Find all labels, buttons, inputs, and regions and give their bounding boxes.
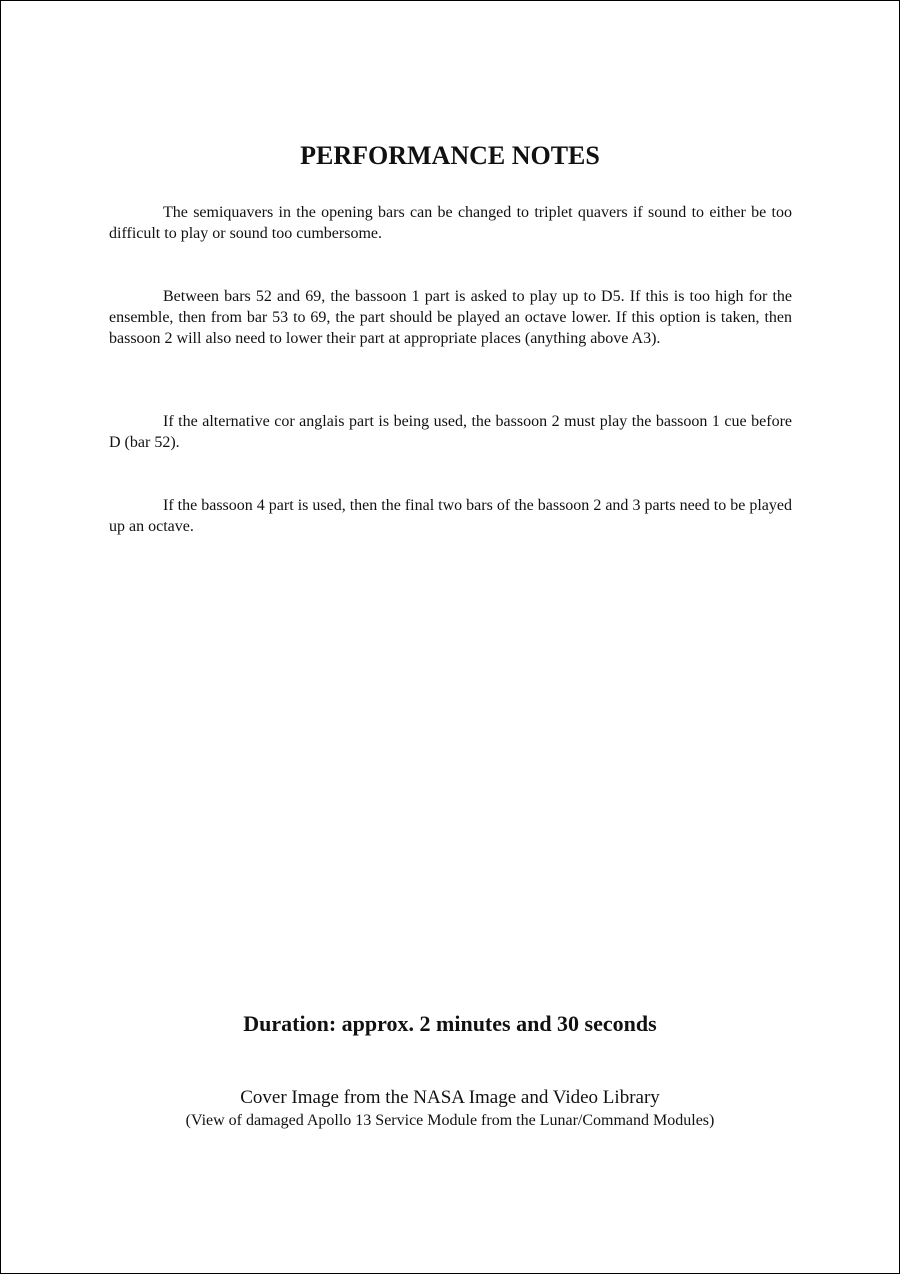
duration-text: Duration: approx. 2 minutes and 30 seconds xyxy=(243,1011,657,1036)
cover-image-credit: Cover Image from the NASA Image and Video Library xyxy=(240,1087,660,1108)
note-paragraph-cor-anglais: If the alternative cor anglais part is being used, the bassoon 2 must play the bassoon 1 cue before D (bar 52). xyxy=(109,413,792,451)
page-title: PERFORMANCE NOTES xyxy=(300,141,600,170)
note-paragraph-semiquavers: The semiquavers in the opening bars can be changed to triplet quavers if sound to either be too difficult to play or sound too cumbersome. xyxy=(109,204,792,242)
note-paragraph-bassoon-4: If the bassoon 4 part is used, then the final two bars of the bassoon 2 and 3 parts need to be played up an octave. xyxy=(109,497,792,535)
note-paragraph-bassoon-range: Between bars 52 and 69, the bassoon 1 part is asked to play up to D5. If this is too high for the ensemble, then from bar 53 to 69, the part should be played an octave lower. If this option is taken, then bassoon 2 will also need to lower their part at appropriate places (anything above A3). xyxy=(109,288,792,347)
cover-image-description: (View of damaged Apollo 13 Service Module from the Lunar/Command Modules) xyxy=(185,1112,715,1129)
